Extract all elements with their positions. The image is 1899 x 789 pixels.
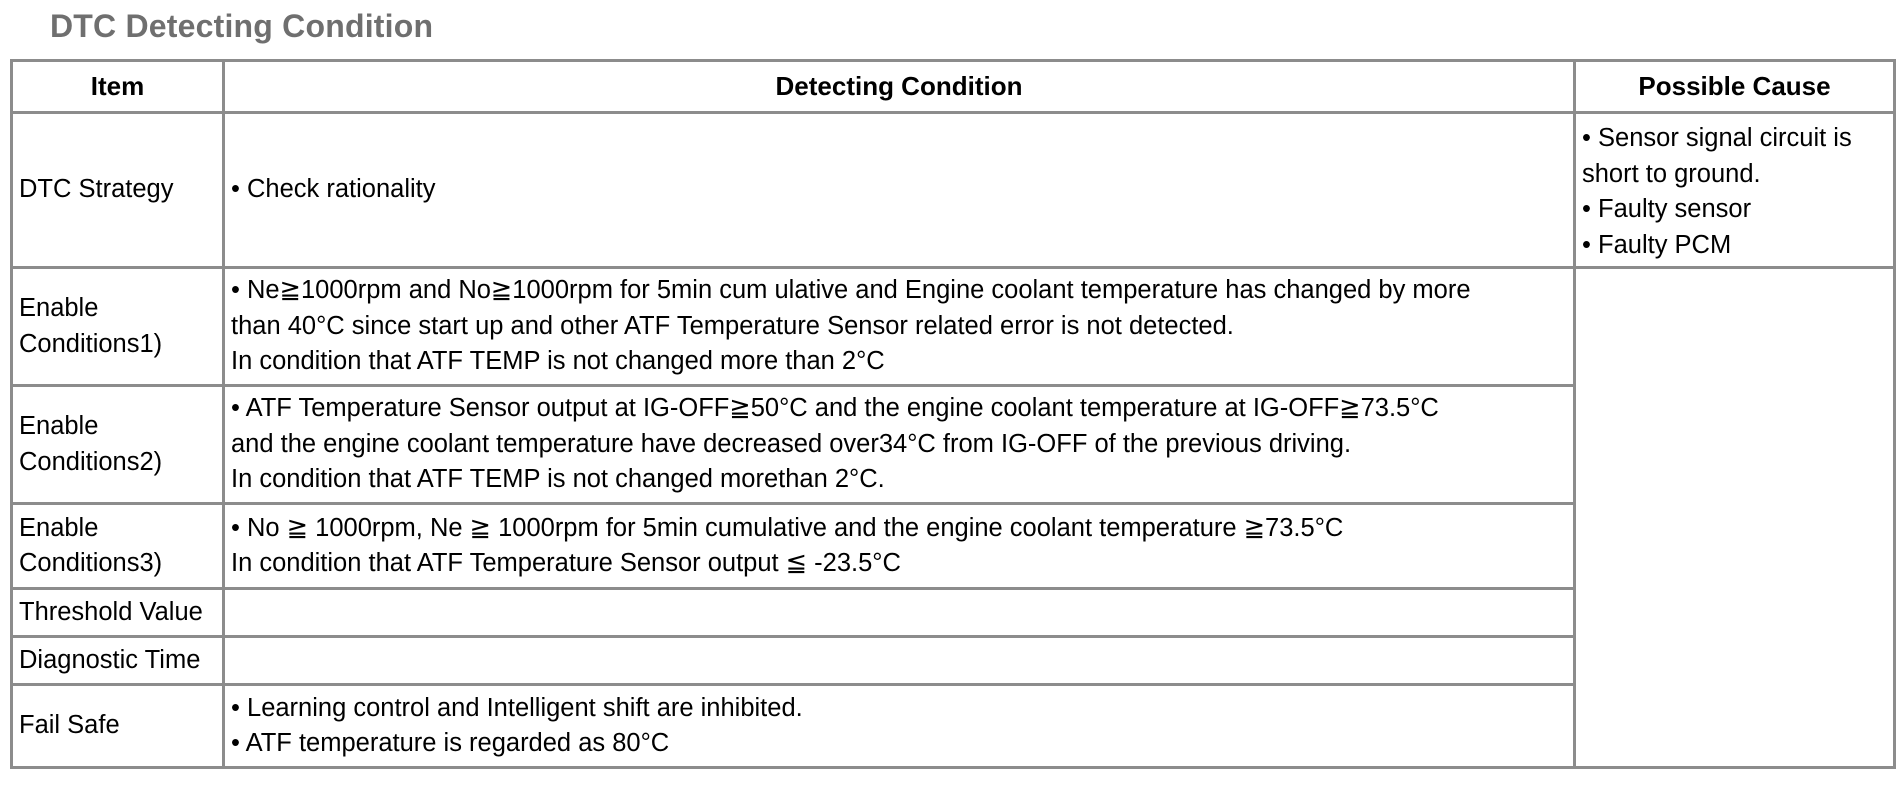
header-possible-cause: Possible Cause xyxy=(1575,61,1895,113)
item-cell: Enable Conditions1) xyxy=(12,268,224,386)
condition-cell xyxy=(224,268,1575,386)
condition-cell xyxy=(224,113,1575,268)
item-cell: Threshold Value xyxy=(12,589,224,637)
possible-cause-empty-cell xyxy=(1575,268,1895,768)
condition-line: than 40°C since start up and other ATF Temperature Sensor related error is not detected. xyxy=(231,311,1234,340)
header-detecting-condition: Detecting Condition xyxy=(224,61,1575,113)
possible-cause-list xyxy=(1582,117,1887,263)
cause-item: • Sensor signal circuit is short to ground. xyxy=(1582,124,1852,188)
condition-line: • Ne≧1000rpm and No≧1000rpm for 5min cum ulative and Engine coolant temperature has changed by more xyxy=(231,276,1471,305)
condition-cell xyxy=(224,504,1575,589)
table-row xyxy=(12,113,1895,268)
condition-line: • Learning control and Intelligent shift are inhibited. xyxy=(231,693,803,722)
header-row xyxy=(12,61,1895,113)
condition-line: and the engine coolant temperature have decreased over34°C from IG-OFF of the previous driving. xyxy=(231,429,1352,458)
item-cell: Fail Safe xyxy=(12,685,224,768)
header-item: Item xyxy=(12,61,224,113)
condition-line: • No ≧ 1000rpm, Ne ≧ 1000rpm for 5min cumulative and the engine coolant temperature ≧73.5°C xyxy=(231,513,1344,542)
item-cell: Diagnostic Time xyxy=(12,637,224,685)
condition-cell xyxy=(224,685,1575,768)
condition-line: In condition that ATF Temperature Sensor output ≦ -23.5°C xyxy=(231,549,901,577)
item-cell: Enable Conditions2) xyxy=(12,386,224,504)
table-row xyxy=(12,268,1895,386)
item-cell: Enable Conditions3) xyxy=(12,504,224,589)
item-cell: DTC Strategy xyxy=(12,113,224,268)
possible-cause-cell xyxy=(1575,113,1895,268)
condition-line: • ATF temperature is regarded as 80°C xyxy=(231,729,670,757)
condition-line: • Check rationality xyxy=(231,175,436,204)
condition-cell-empty xyxy=(224,637,1575,685)
condition-cell-empty xyxy=(224,589,1575,637)
dtc-table xyxy=(10,59,1896,769)
condition-line: • ATF Temperature Sensor output at IG-OFF≧50°C and the engine coolant temperature at IG-OFF≧73.5°C xyxy=(231,394,1439,423)
page-title: DTC Detecting Condition xyxy=(50,8,434,44)
cause-item: • Faulty PCM xyxy=(1582,230,1732,259)
condition-line: In condition that ATF TEMP is not changed morethan 2°C. xyxy=(231,465,885,494)
condition-cell xyxy=(224,386,1575,504)
cause-item: • Faulty sensor xyxy=(1582,195,1752,223)
condition-line: In condition that ATF TEMP is not changed more than 2°C xyxy=(231,347,885,376)
